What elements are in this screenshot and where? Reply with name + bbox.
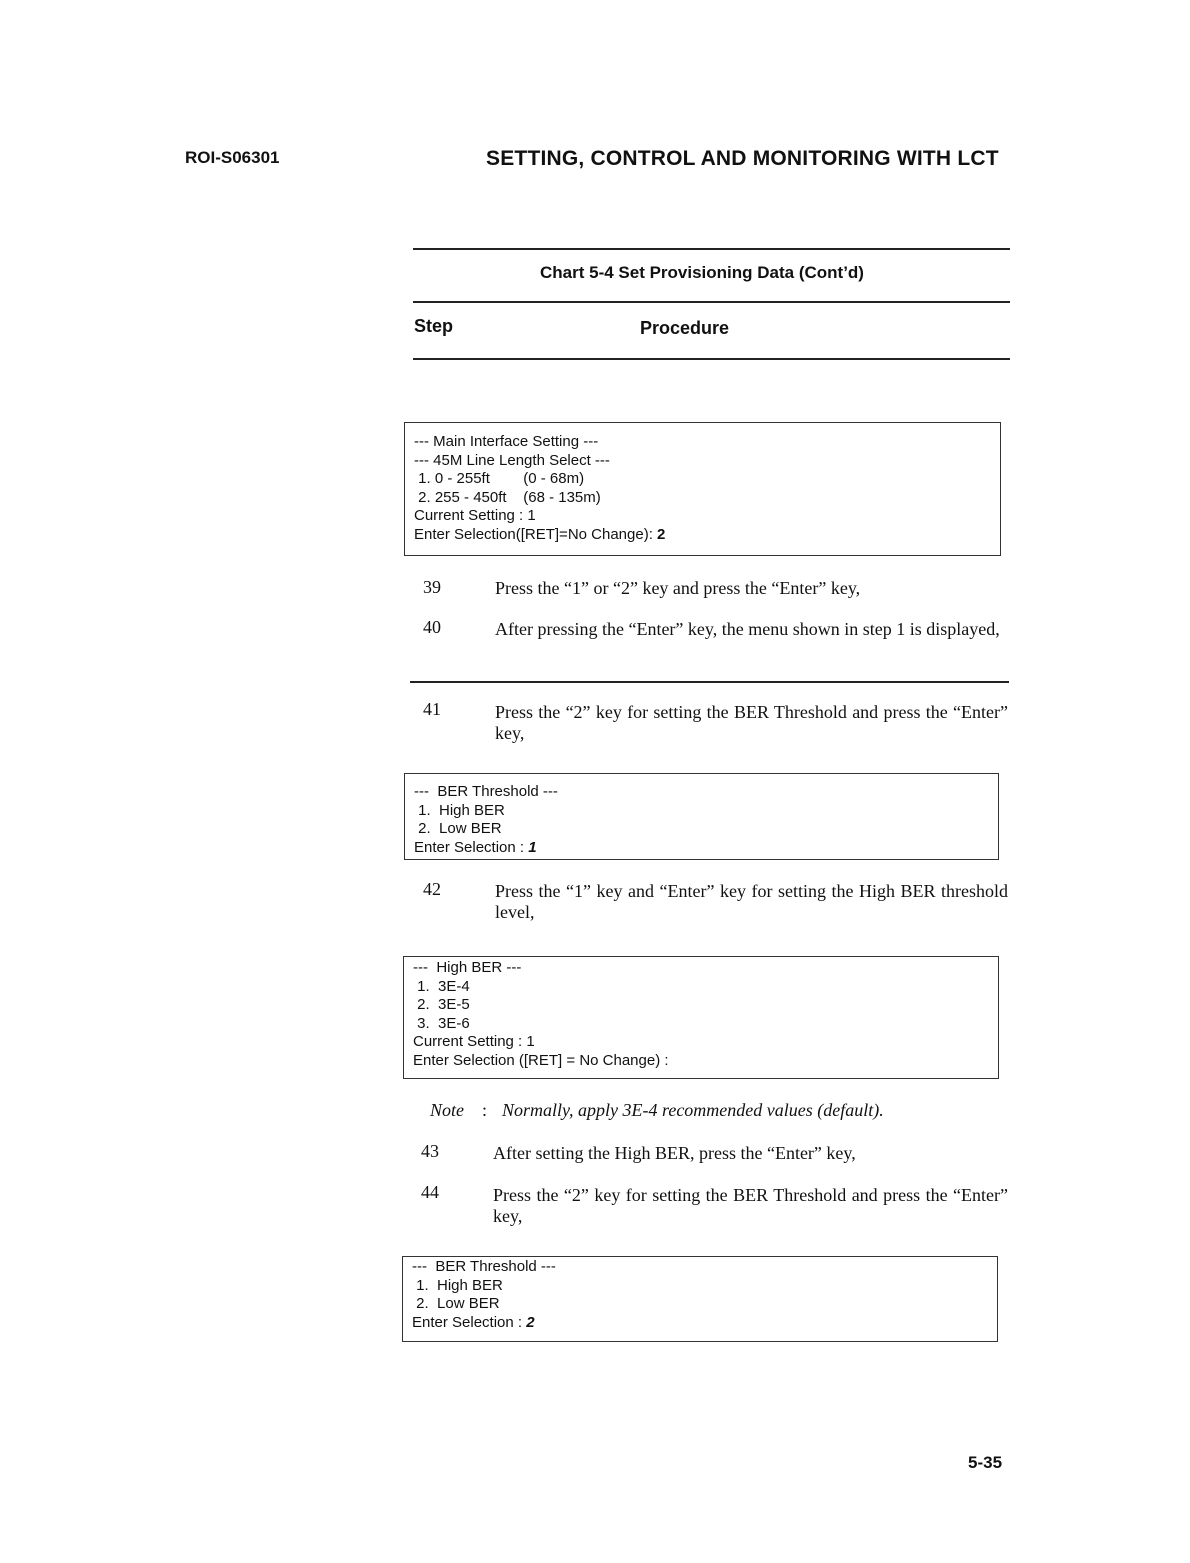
screen-line: --- BER Threshold --- [414, 783, 558, 800]
note-text: Normally, apply 3E-4 recommended values (default). [502, 1100, 884, 1120]
chart-top-rule [413, 248, 1010, 250]
note-colon: : [482, 1100, 488, 1120]
step-number: 44 [421, 1182, 439, 1202]
screen-prompt [412, 1314, 989, 1333]
screen-line: --- High BER --- [413, 959, 522, 976]
step-text: Press the “1” or “2” key and press the “Enter” key, [495, 578, 861, 598]
column-header-procedure: Procedure [640, 318, 730, 338]
screen-line: 2. 255 - 450ft (68 - 135m) [414, 488, 601, 506]
chart-title: Chart 5-4 Set Provisioning Data (Cont’d) [540, 263, 864, 282]
screen-line: 3. 3E-6 [413, 1014, 470, 1032]
screen-line: 2. 3E-5 [413, 996, 470, 1014]
section-divider [410, 681, 1009, 683]
screen-line: 2. Low BER [414, 820, 502, 838]
step-text: After pressing the “Enter” key, the menu shown in step 1 is displayed, [495, 619, 1000, 639]
page-number: 5-35 [968, 1453, 1003, 1472]
screen-prompt: Enter Selection ([RET] = No Change) : [413, 1051, 669, 1069]
prompt-text: Enter Selection : [412, 1313, 527, 1331]
screen-line: 2. Low BER [412, 1295, 500, 1313]
screen-line: 1. High BER [414, 801, 505, 819]
note-label: Note [430, 1100, 464, 1120]
entered-value: 2 [526, 1313, 535, 1331]
screen-line: Current Setting : 1 [414, 507, 536, 525]
step-number: 42 [423, 879, 441, 899]
note [430, 1100, 884, 1121]
step-text: Press the “1” key and “Enter” key for setting the High BER threshold level, [495, 881, 1008, 922]
chart-title-rule [413, 301, 1010, 303]
screen-prompt [414, 839, 990, 858]
terminal-screen-high-ber [403, 956, 999, 1079]
document-id: ROI-S06301 [185, 148, 280, 167]
terminal-screen-ber-threshold [404, 773, 999, 860]
screen-line: --- BER Threshold --- [412, 1258, 556, 1275]
screen-line: 1. 3E-4 [413, 977, 470, 995]
entered-value: 1 [528, 838, 537, 856]
screen-line: 1. 0 - 255ft (0 - 68m) [414, 470, 585, 488]
terminal-screen-line-length [404, 422, 1001, 556]
column-header-rule [413, 358, 1010, 360]
screen-line: 1. High BER [412, 1276, 503, 1294]
step-number: 43 [421, 1141, 439, 1161]
screen-line: Current Setting : 1 [413, 1033, 535, 1051]
step-number: 40 [423, 617, 441, 637]
step-number: 39 [423, 577, 441, 597]
prompt-text: Enter Selection : [414, 838, 529, 856]
step-text: After setting the High BER, press the “Enter” key, [493, 1143, 856, 1163]
screen-line: --- 45M Line Length Select --- [414, 451, 610, 469]
entered-value: 2 [657, 525, 666, 543]
step-number: 41 [423, 699, 441, 719]
prompt-text: Enter Selection([RET]=No Change): [414, 525, 658, 543]
column-header-step: Step [414, 316, 454, 336]
terminal-screen-ber-threshold-low [402, 1256, 998, 1342]
step-text: Press the “2” key for setting the BER Threshold and press the “Enter” key, [495, 702, 1008, 743]
section-title: SETTING, CONTROL AND MONITORING WITH LCT [486, 147, 999, 170]
screen-line: --- Main Interface Setting --- [414, 433, 599, 450]
step-text: Press the “2” key for setting the BER Threshold and press the “Enter” key, [493, 1185, 1008, 1226]
screen-prompt [414, 526, 992, 545]
